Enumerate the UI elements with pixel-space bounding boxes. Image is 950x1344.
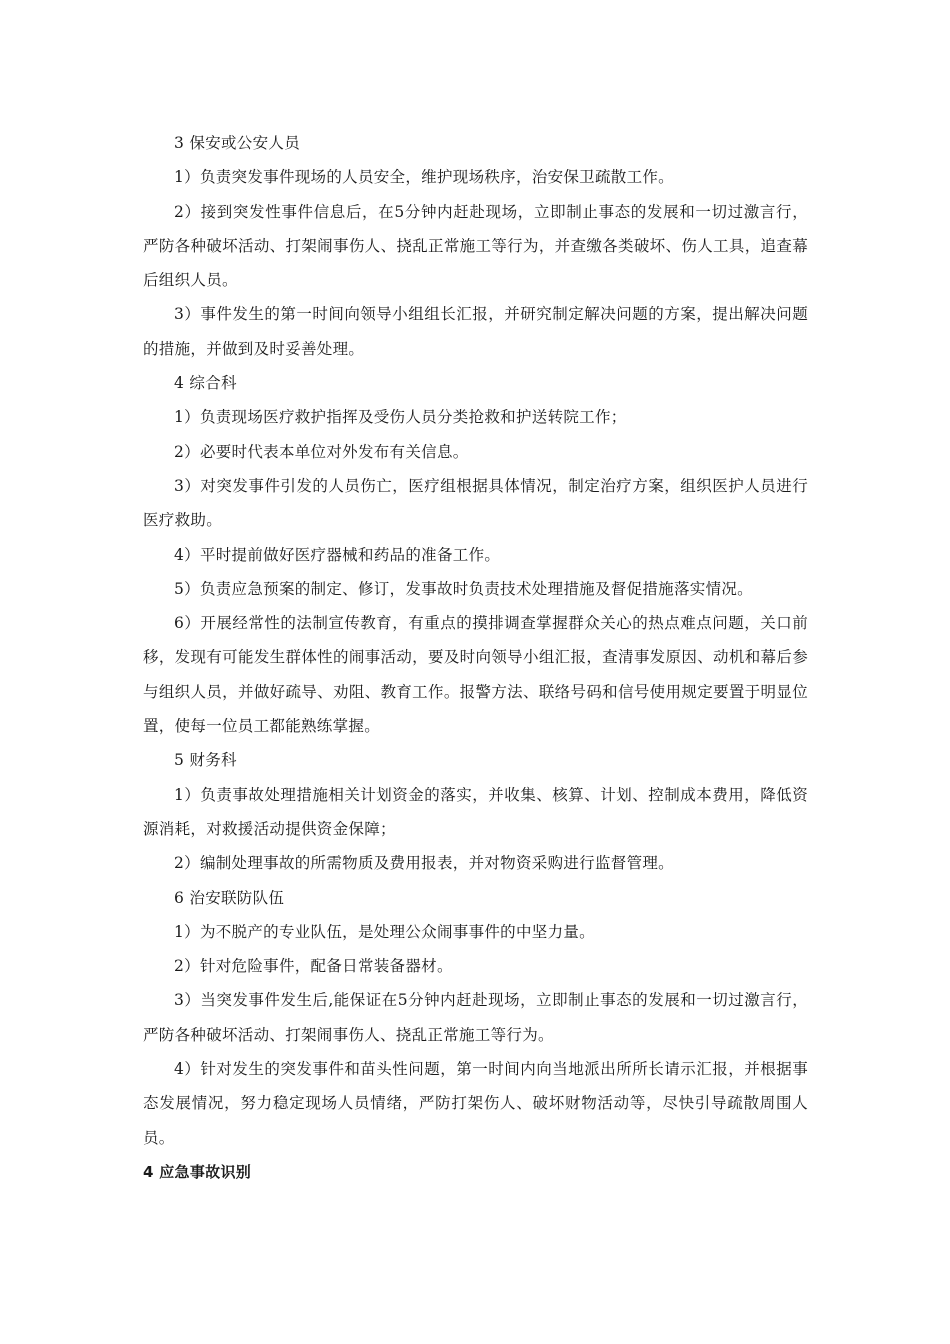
paragraph: 6）开展经常性的法制宣传教育，有重点的摸排调查掌握群众关心的热点难点问题，关口前移，发现有可能发生群体性的闹事活动，要及时向领导小组汇报，查清事发原因、动机和幕后参与组织人员，并做好疏导、劝阻、教育工作。报警方法、联络号码和信号使用规定要置于明显位置，使每一位员工都能熟练掌握。 bbox=[143, 614, 808, 736]
paragraph: 1）为不脱产的专业队伍，是处理公众闹事事件的中坚力量。 bbox=[174, 922, 595, 941]
paragraph: 1）负责突发事件现场的人员安全，维护现场秩序，治安保卫疏散工作。 bbox=[174, 168, 674, 187]
paragraph: 1）负责现场医疗救护指挥及受伤人员分类抢救和护送转院工作； bbox=[174, 408, 627, 427]
paragraph: 2）必要时代表本单位对外发布有关信息。 bbox=[174, 442, 469, 461]
paragraph: 3）事件发生的第一时间向领导小组组长汇报，并研究制定解决问题的方案，提出解决问题的措施，并做到及时妥善处理。 bbox=[143, 305, 808, 358]
paragraph: 4）针对发生的突发事件和苗头性问题，第一时间内向当地派出所所长请示汇报，并根据事态发展情况，努力稳定现场人员情绪，严防打架伤人、破坏财物活动等，尽快引导疏散周围人员。 bbox=[143, 1060, 808, 1147]
paragraph: 4）平时提前做好医疗器械和药品的准备工作。 bbox=[174, 545, 501, 564]
subsection-heading-general-office: 4 综合科 bbox=[174, 374, 237, 393]
paragraph: 3）对突发事件引发的人员伤亡，医疗组根据具体情况，制定治疗方案，组织医护人员进行医疗救助。 bbox=[143, 476, 808, 530]
paragraph: 1）负责事故处理措施相关计划资金的落实，并收集、核算、计划、控制成本费用，降低资源消耗，对救援活动提供资金保障； bbox=[143, 785, 808, 838]
subsection-heading-security: 3 保安或公安人员 bbox=[174, 134, 300, 152]
paragraph: 3）当突发事件发生后,能保证在5分钟内赶赴现场，立即制止事态的发展和一切过激言行，严防各种破坏活动、打架闹事伤人、挠乱正常施工等行为。 bbox=[143, 991, 808, 1044]
document-body bbox=[143, 126, 808, 1189]
subsection-heading-security-team: 6 治安联防队伍 bbox=[174, 888, 285, 907]
paragraph: 2）编制处理事故的所需物质及费用报表，并对物资采购进行监督管理。 bbox=[174, 854, 674, 873]
paragraph: 2）接到突发性事件信息后，在5分钟内赶赴现场，立即制止事态的发展和一切过激言行，严防各种破坏活动、打架闹事伤人、挠乱正常施工等行为，并查缴各类破坏、伤人工具，追查幕后组织人员。 bbox=[143, 202, 808, 290]
subsection-heading-finance: 5 财务科 bbox=[174, 751, 237, 770]
paragraph: 2）针对危险事件，配备日常装备器材。 bbox=[174, 957, 453, 976]
paragraph: 5）负责应急预案的制定、修订，发事故时负责技术处理措施及督促措施落实情况。 bbox=[174, 579, 753, 598]
section-heading: 4 应急事故识别 bbox=[143, 1162, 252, 1181]
